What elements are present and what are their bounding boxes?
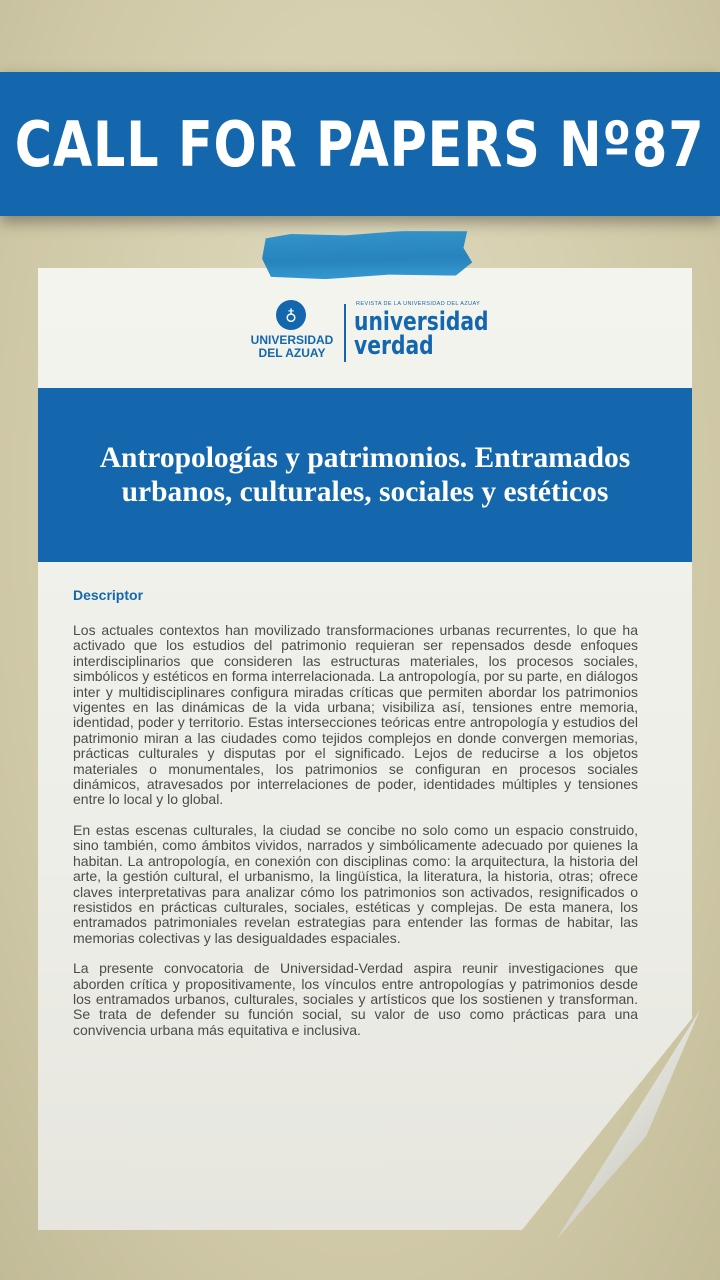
- logos: [240, 296, 490, 368]
- universidad-verdad-logo: universidad verdad: [354, 307, 489, 361]
- call-title: Antropologías y patrimonios. Entramados urbanos, culturales, sociales y estéticos: [99, 442, 631, 508]
- tape-strip: [261, 229, 472, 280]
- universidad-del-azuay-logo: UNIVERSIDAD DEL AZUAY: [250, 333, 334, 360]
- universidad-del-azuay-emblem-icon: ♁: [276, 300, 306, 330]
- descriptor-section: [73, 587, 638, 1053]
- descriptor-paragraph-3: La presente convocatoria de Universidad-Verdad aspira reunir investigaciones que aborden crítica y propositivamente, los vínculos entre antropologías y patrimonios desde los entramados urbanos, culturales, sociales y artísticos que los sostienen y transforman. Se trata de defender su función social, su valor de uso como prácticas para una convivencia urbana más equitativa e inclusiva.: [73, 960, 638, 1038]
- title-band: [38, 388, 692, 562]
- descriptor-paragraph-1: Los actuales contextos han movilizado transformaciones urbanas recurrentes, lo que ha activado que los estudios del patrimonio requieran ser repensados desde enfoques interdisciplinarios que consideren las estructuras materiales, los procesos sociales, simbólicos y estéticos en forma interrelacionada. La antropología, por su parte, en diálogos inter y multidisciplinares configura miradas críticas que permiten abordar los patrimonios vigentes en las dinámicas de la vida urbana; visibiliza así, tensiones entre memoria, identidad, poder y territorio. Estas intersecciones teóricas entre antropología y estudios del patrimonio miran a las ciudades como tejidos complejos en donde convergen memorias, prácticas culturales y disputas por el significado. Lejos de reducirse a los objetos materiales o monumentales, los patrimonios se configuran en procesos sociales dinámicos, atravesados por interrelaciones de poder, identidades múltiples y tensiones entre lo local y lo global.: [73, 622, 638, 808]
- logo-divider: [344, 304, 346, 362]
- descriptor-heading: Descriptor: [73, 587, 144, 603]
- call-for-papers-banner: [0, 72, 720, 216]
- descriptor-paragraph-2: En estas escenas culturales, la ciudad se concibe no solo como un espacio construido, sino también, como ámbitos vividos, narrados y simbólicamente adecuado por quienes la habitan. La antropología, en conexión con disciplinas como: la arquitectura, la historia del arte, la gestión cultural, el urbanismo, la lingüística, la literatura, la historia, otras; ofrece claves interpretativas para analizar cómo los patrimonios son activados, resignificados o resistidos en prácticas culturales, sociales, estéticas y complejas. De esta manera, los entramados patrimoniales revelan estrategias para entender las formas de habitar, las memorias colectivas y las desigualdades espaciales.: [73, 821, 638, 946]
- banner-title: CALL FOR PAPERS Nº87: [15, 107, 705, 181]
- journal-caption: REVISTA DE LA UNIVERSIDAD DEL AZUAY: [356, 301, 481, 307]
